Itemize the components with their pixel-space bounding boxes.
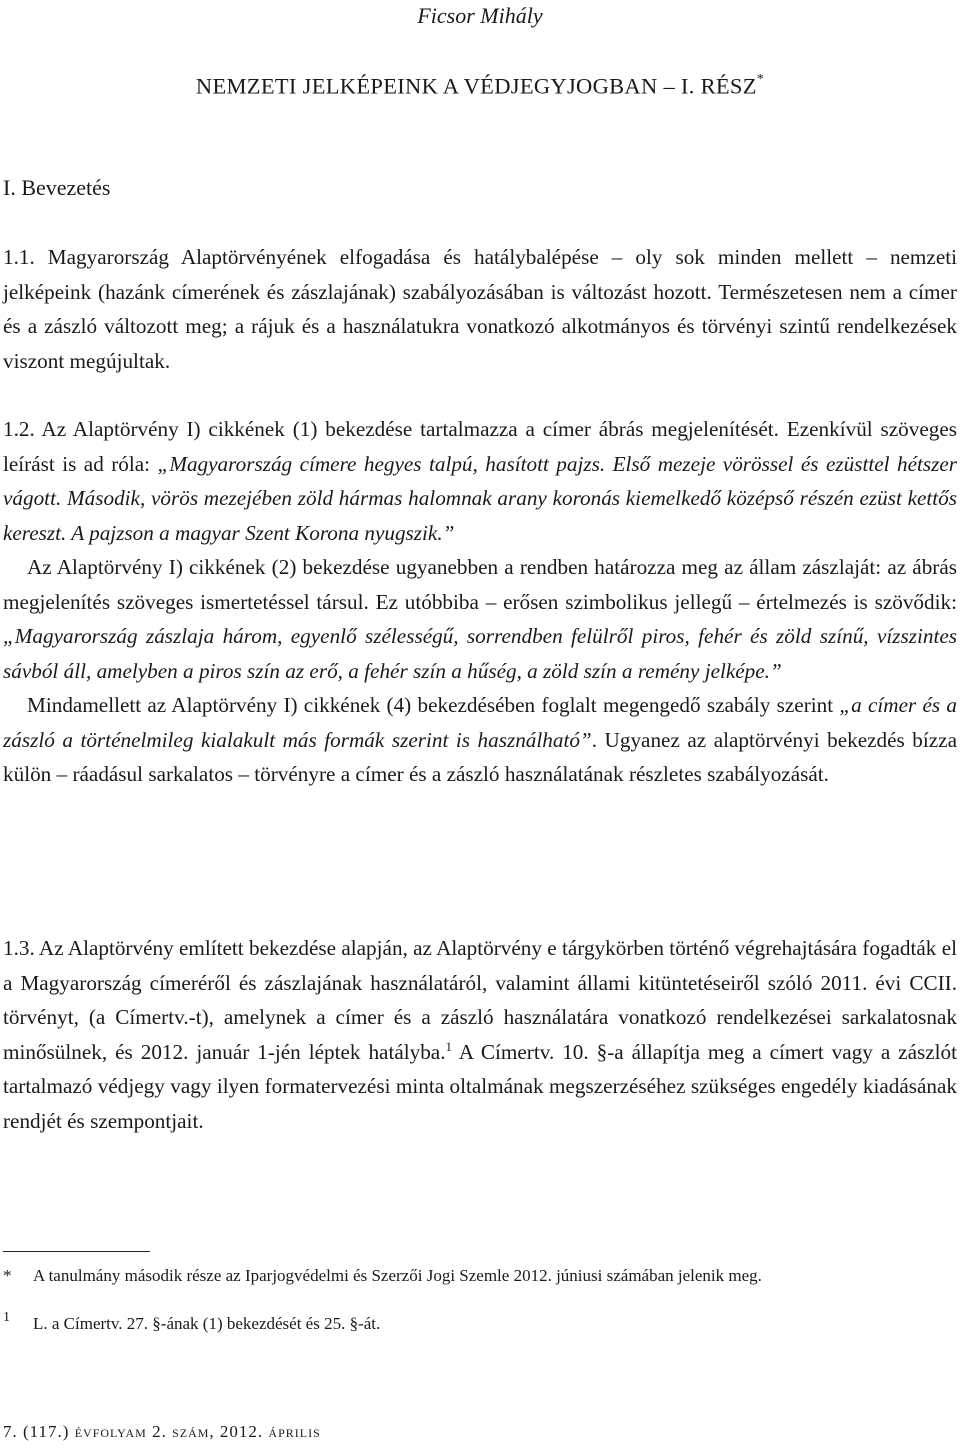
flag-quote: „Magyarország zászlaja három, egyenlő szélességű, sorrendben felülről piros, fehér és zöld színű, vízszintes sávból áll, amelyben a piros szín az erő, a fehér szín a hűség, a zöld szín a remény jelképe.” bbox=[3, 624, 957, 683]
footnote-star bbox=[3, 1264, 957, 1288]
author-name: Ficsor Mihály bbox=[417, 3, 543, 28]
paragraph-usage-text-a: Mindamellett az Alaptörvény I) cikkének (4) bekezdésében foglalt megengedő szabály szerint bbox=[27, 693, 840, 717]
paragraph-1-3-text-b: A Címertv. 10. §-a állapítja meg a címert vagy a zászlót tartalmazó védjegy vagy ilyen formatervezési minta oltalmának megszerzéséhez szükséges engedély kiadásának rendjét és szempontjait. bbox=[3, 1039, 957, 1133]
body-block-2 bbox=[3, 412, 957, 792]
article-title-text: NEMZETI JELKÉPEINK A VÉDJEGYJOGBAN – I. RÉSZ bbox=[195, 73, 757, 99]
coat-of-arms-quote: „Magyarország címere hegyes talpú, hasított pajzs. Első mezeje vörössel és ezüsttel hétszer vágott. Második, vörös mezejében zöld hármas halomnak arany koronás kiemelkedő középső részén ezüst kettős kereszt. A pajzson a magyar Szent Korona nyugszik.” bbox=[3, 451, 957, 545]
footnote-1-mark: 1 bbox=[3, 1310, 10, 1325]
paragraph-usage bbox=[3, 688, 957, 792]
article-title bbox=[0, 66, 960, 103]
section-heading: I. Bevezetés bbox=[3, 175, 111, 200]
body-block-1 bbox=[3, 240, 957, 378]
paragraph-1-3 bbox=[3, 931, 957, 1138]
footnote-1 bbox=[3, 1312, 957, 1336]
title-footnote-mark: * bbox=[756, 72, 765, 87]
paragraph-1-2 bbox=[3, 412, 957, 550]
body-block-3 bbox=[3, 931, 957, 1138]
footnote-1-text: L. a Címertv. 27. §-ának (1) bekezdését és 25. §-át. bbox=[33, 1314, 381, 1333]
journal-footer: 7. (117.) évfolyam 2. szám, 2012. április bbox=[3, 1422, 321, 1441]
footnote-ref-1: 1 bbox=[445, 1038, 453, 1054]
footnote-star-mark: * bbox=[3, 1266, 12, 1285]
paragraph-1-3-text-a: 1.3. Az Alaptörvény említett bekezdése alapján, az Alaptörvény e tárgykörben történő végrehajtására fogadták el a Magyarország címeréről és zászlajának használatáról, valamint állami kitüntetéseiről szóló 2011. évi CCII. törvényt, (a Címertv.-t), amelynek a címer és a zászló használatára vonatkozó rendelkezései sarkalatosnak minősülnek, és 2012. január 1-jén léptek hatályba. bbox=[3, 936, 957, 1064]
paragraph-1-2-text: 1.2. Az Alaptörvény I) cikkének (1) bekezdése tartalmazza a címer ábrás megjelenítését. Ezenkívül szöveges leírást is ad róla: bbox=[3, 417, 957, 476]
paragraph-flag-text: Az Alaptörvény I) cikkének (2) bekezdése ugyanebben a rendben határozza meg az állam zászlaját: az ábrás megjelenítés szöveges ismertetéssel társul. Ez utóbbiba – erősen szimbolikus jellegű – értelmezés is szövődik: bbox=[3, 555, 957, 614]
usage-quote: „a címer és a zászló a történelmileg kialakult más formák szerint is használható” bbox=[3, 693, 957, 752]
paragraph-1-1: 1.1. Magyarország Alaptörvényének elfogadása és hatálybalépése – oly sok minden mellett – nemzeti jelképeink (hazánk címerének és zászlajának) szabályozásában is változást hozott. Természetesen nem a címer és a zászló változott meg; a rájuk és a használatukra vonatkozó alkotmányos és törvényi szintű rendelkezések viszont megújultak. bbox=[3, 245, 957, 373]
paragraph-flag bbox=[3, 550, 957, 688]
paragraph-usage-text-b: . Ugyanez az alaptörvényi bekezdés bízza külön – ráadásul sarkalatos – törvényre a címer és a zászló használatának részletes szabályozását. bbox=[3, 727, 957, 786]
footnote-star-text: A tanulmány második része az Iparjogvédelmi és Szerzői Jogi Szemle 2012. júniusi számában jelenik meg. bbox=[33, 1266, 762, 1285]
footnote-divider bbox=[3, 1251, 150, 1252]
